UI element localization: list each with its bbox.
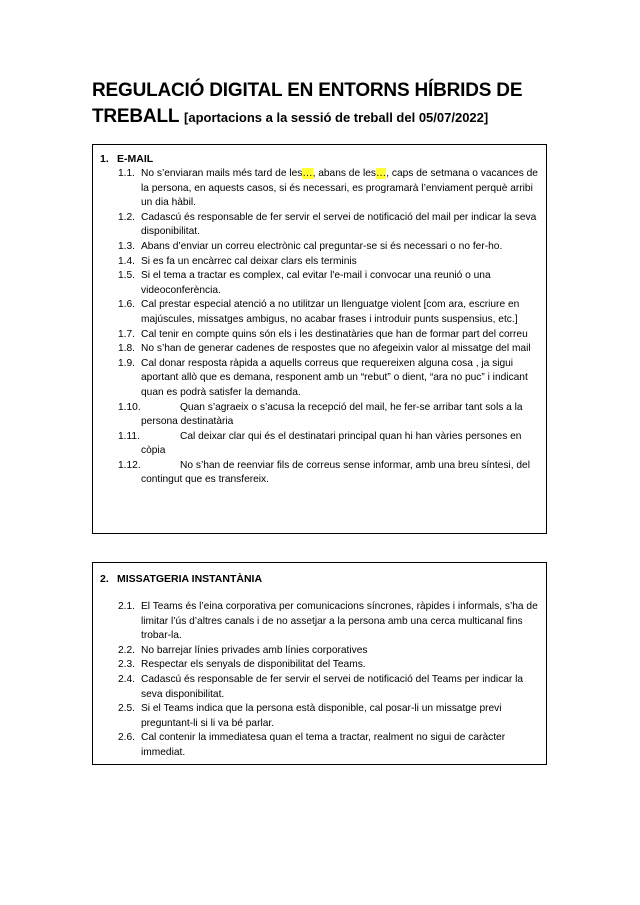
list-item: 1.2. Cadascú és responsable de fer servir el servei de notificació del mail per indicar la seva disponibilitat. bbox=[118, 211, 537, 238]
list-item: 1.11. Cal deixar clar qui és el destinatari principal quan hi han vàries persones en còpia bbox=[118, 430, 522, 457]
section-email-box bbox=[92, 144, 547, 534]
document-title-subtitle: [aportacions a la sessió de treball del 05/07/2022] bbox=[184, 110, 489, 125]
messaging-rules-list bbox=[100, 600, 538, 761]
list-item: 2.5. Si el Teams indica que la persona està disponible, cal posar-li un missatge previ preguntant-li si li va bé parlar. bbox=[118, 703, 502, 729]
list-item: 2.4. Cadascú és responsable de fer servir el servei de notificació del Teams per indicar la seva disponibilitat. bbox=[118, 673, 524, 700]
list-item: 1.10. Quan s’agraeix o s’acusa la recepció del mail, he fer-se arribar tant sols a la persona destinatària bbox=[118, 401, 523, 428]
document-title-main: REGULACIÓ DIGITAL EN ENTORNS HÍBRIDS DE TREBALL bbox=[92, 80, 523, 127]
highlight-placeholder: … bbox=[302, 168, 313, 179]
list-item: 2.6. Cal contenir la immediatesa quan el tema a tractar, realment no sigui de caràcter immediat. bbox=[118, 732, 506, 758]
list-item: 1.5. Si el tema a tractar es complex, cal evitar l'e-mail i convocar una reunió o una videoconferència. bbox=[118, 270, 491, 296]
list-item: 1.1. No s’enviaran mails més tard de les…, abans de les…, caps de setmana o vacances de la persona, en aquests casos, si és necessari, es programarà l’enviament perquè arribi un dia hàbil. bbox=[118, 168, 538, 209]
list-item: 2.1. El Teams és l’eina corporativa per comunicacions síncrones, ràpides i informals, s’ha de limitar l’ús d’altres canals i de no assetjar a la persona amb una cerca multicanal fins trobar-la. bbox=[118, 601, 538, 642]
list-item: 1.6. Cal prestar especial atenció a no utilitzar un llenguatge violent [com ara, escriure en majúscules, missatges ambigus, no acabar frases i introduir punts suspensius, etc.] bbox=[118, 299, 520, 325]
highlight-placeholder: … bbox=[376, 168, 387, 179]
list-item: 2.2. No barrejar línies privades amb línies corporatives bbox=[118, 644, 368, 656]
list-item: 1.3. Abans d’enviar un correu electrònic cal preguntar-se si és necessari o no fer-ho. bbox=[118, 240, 503, 252]
list-item: 1.9. Cal donar resposta ràpida a aquells correus que requereixen alguna cosa , ja sigui aportant allò que es demana, responent amb un “rebut” o dient, “ara no puc” i indicant quan es podrà satisfer la demanda. bbox=[118, 357, 528, 398]
email-rules-list bbox=[100, 167, 538, 488]
section-heading-email: 1. E-MAIL bbox=[100, 153, 154, 165]
section-heading-instant-messaging: 2. MISSATGERIA INSTANTÀNIA bbox=[100, 573, 263, 585]
list-item: 1.12. No s’han de reenviar fils de correus sense informar, amb una breu síntesi, del contingut que es transfereix. bbox=[118, 459, 530, 486]
list-item: 1.4. Si es fa un encàrrec cal deixar clars els terminis bbox=[118, 255, 357, 267]
list-item: 2.3. Respectar els senyals de disponibilitat del Teams. bbox=[118, 659, 366, 671]
list-item: 1.8. No s’han de generar cadenes de respostes que no afegeixin valor al missatge del mail bbox=[118, 343, 531, 355]
document-title bbox=[92, 78, 562, 131]
section-instant-messaging-box bbox=[92, 562, 547, 765]
list-item: 1.7. Cal tenir en compte quins són els i les destinatàries que han de formar part del correu bbox=[118, 328, 528, 340]
